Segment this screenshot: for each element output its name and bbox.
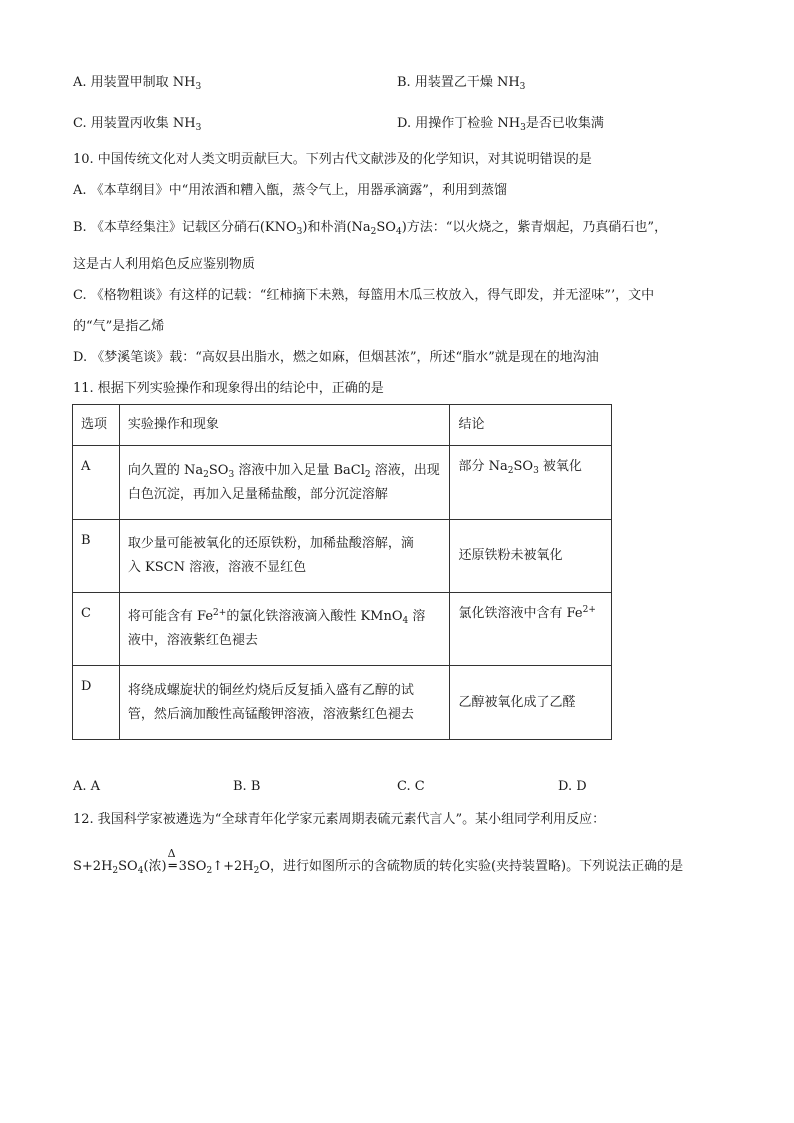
q12-stem: 12. 我国科学家被遴选为“全球青年化学家元素周期表硫元素代言人”。某小组同学利用反应： xyxy=(73,812,606,827)
q10-option-d: D. 《梦溪笔谈》载：“高奴县出脂水，燃之如麻，但烟甚浓”，所述“脂水”就是现在的地沟油 xyxy=(73,350,599,365)
row-option: B xyxy=(73,520,120,593)
row-operation: 将绕成螺旋状的铜丝灼烧后反复插入盛有乙醇的试 管，然后滴加酸性高锰酸钾溶液，溶液紫红色褪去 xyxy=(119,666,450,740)
row-conclusion: 部分 $Na_2SO_3$ 被氧化 xyxy=(450,446,612,520)
heating-equals-sign: Δ ═ xyxy=(167,847,177,874)
q10-option-c-line1: C. 《格物粗谈》有这样的记载：“红柿摘下未熟，每篮用木瓜三枚放入，得气即发，并无涩味”’，文中 xyxy=(73,288,655,303)
q12-equation-line: $S+2H_2SO_4$(浓) Δ ═ $3SO_2↑+2H_2O$，进行如图所示的含硫物质的转化实验(夹持装置略)。下列说法正确的是 xyxy=(73,847,684,876)
table-row xyxy=(73,593,612,666)
q11-stem: 11. 根据下列实验操作和现象得出的结论中，正确的是 xyxy=(73,381,384,396)
q10-option-a: A. 《本草纲目》中“用浓酒和糟入甑，蒸令气上，用器承滴露”，利用到蒸馏 xyxy=(73,183,507,198)
q9-option-b: B. 用装置乙干燥 $NH_3$ xyxy=(397,75,526,92)
table-row xyxy=(73,446,612,520)
row-conclusion: 还原铁粉未被氧化 xyxy=(450,520,612,593)
q9-option-c: C. 用装置丙收集 $NH_3$ xyxy=(73,116,202,133)
q10-option-c-line2: 的“气”是指乙烯 xyxy=(73,319,165,334)
q10-option-b-line2: 这是古人利用焰色反应鉴别物质 xyxy=(73,257,256,272)
experiment-table xyxy=(72,404,612,740)
row-option: C xyxy=(73,593,120,666)
row-conclusion: 乙醇被氧化成了乙醛 xyxy=(450,666,612,740)
row-conclusion: 氯化铁溶液中含有 $Fe^{2+}$ xyxy=(450,593,612,666)
header-option: 选项 xyxy=(73,405,120,446)
table-row xyxy=(73,666,612,740)
table-header-row xyxy=(73,405,612,446)
q9-option-d: D. 用操作丁检验 $NH_3$是否已收集满 xyxy=(397,116,604,133)
header-conclusion: 结论 xyxy=(450,405,612,446)
q10-stem: 10. 中国传统文化对人类文明贡献巨大。下列古代文献涉及的化学知识，对其说明错误的是 xyxy=(73,152,592,167)
row-operation: 将可能含有 $Fe^{2+}$的氯化铁溶液滴入酸性 KMnO$_4$ 溶 液中，溶液紫红色褪去 xyxy=(119,593,450,666)
q11-answer-c: C. C xyxy=(397,779,425,794)
q10-option-b-line1: B. 《本草经集注》记载区分硝石$(KNO_3)$和朴消$(Na_2SO_4)$方法：“以火烧之，紫青烟起，乃真硝石也”， xyxy=(73,220,668,237)
q11-answer-a: A. A xyxy=(73,779,101,794)
row-operation: 取少量可能被氧化的还原铁粉，加稀盐酸溶解，滴 入 KSCN 溶液，溶液不显红色 xyxy=(119,520,450,593)
row-option: A xyxy=(73,446,120,520)
table-row xyxy=(73,520,612,593)
row-operation: 向久置的 $Na_2SO_3$ 溶液中加入足量 BaCl$_2$ 溶液，出现 白色沉淀，再加入足量稀盐酸，部分沉淀溶解 xyxy=(119,446,450,520)
row-option: D xyxy=(73,666,120,740)
header-operation: 实验操作和现象 xyxy=(119,405,450,446)
q11-answer-b: B. B xyxy=(233,779,261,794)
q11-answer-d: D. D xyxy=(558,779,587,794)
q9-option-a: A. 用装置甲制取 $NH_3$ xyxy=(73,75,202,92)
